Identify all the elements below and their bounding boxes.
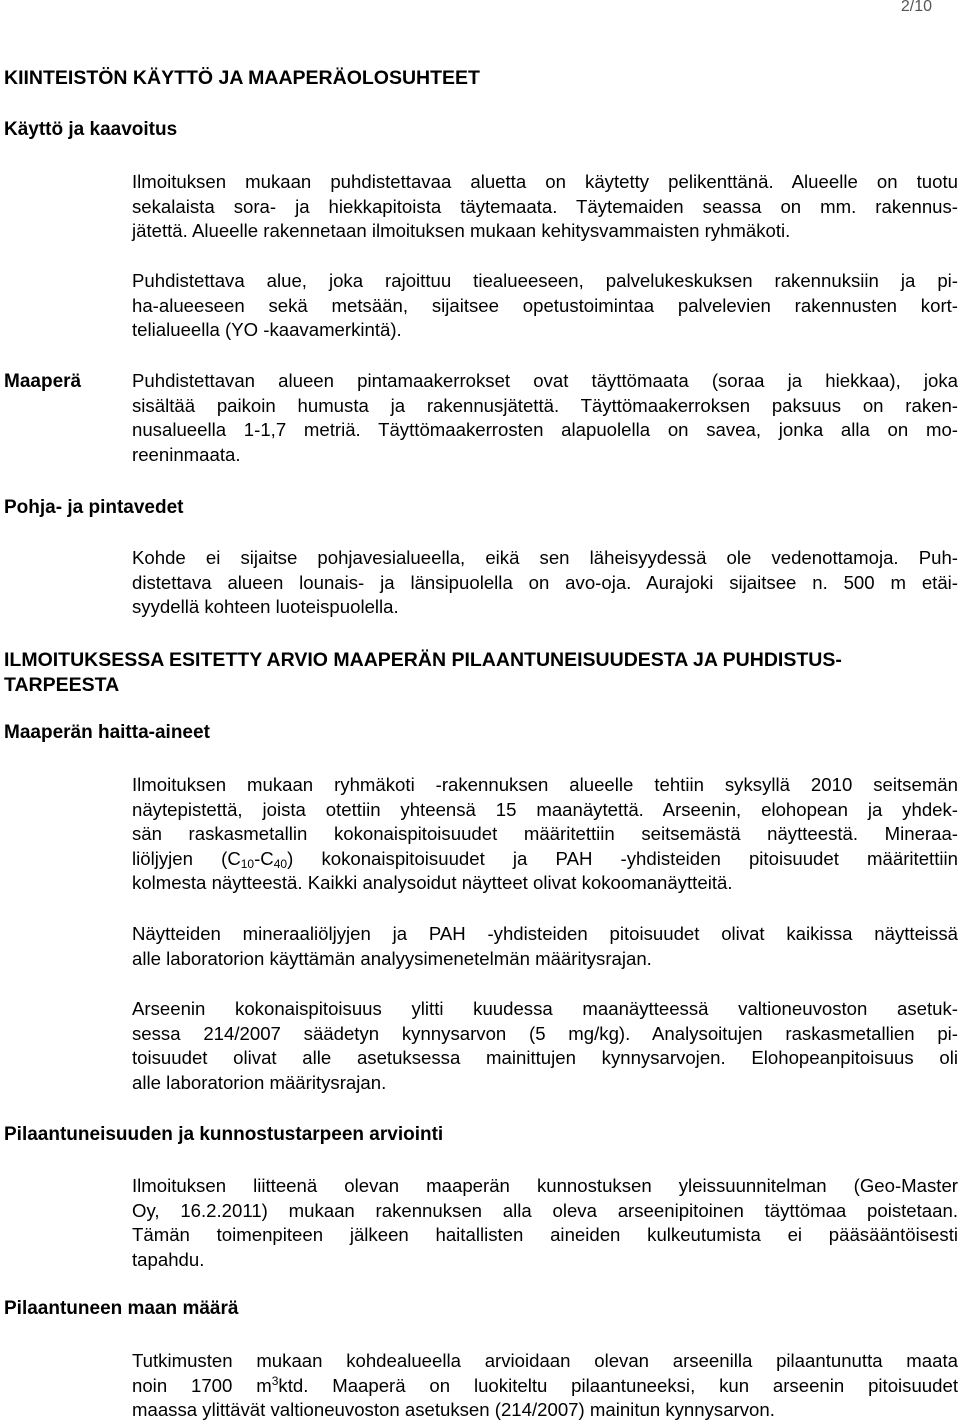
- text-line: sisältää paikoin humusta ja rakennusjätettä. Täyttömaakerroksen paksuus on raken-: [132, 394, 958, 416]
- text-line: Tutkimusten mukaan kohdealueella arvioidaan olevan arseenilla pilaantunutta maata: [132, 1350, 958, 1371]
- subsection-title-kaytto: Käyttö ja kaavoitus: [4, 119, 178, 140]
- text-line: [132, 1374, 958, 1399]
- section-title-arvio: [4, 648, 842, 698]
- text-line: sän raskasmetallin kokonaispitoisuudet määritettiin seitsemästä näytteestä. Mineraa-: [132, 823, 958, 844]
- paragraph-arsenic: [132, 997, 958, 1095]
- text-line: nusalueella 1-1,7 metriä. Täyttömaakerrosten alapuolella on savea, jonka alla on mo-: [132, 419, 958, 440]
- subsection-title-haitta-aineet: Maaperän haitta-aineet: [4, 722, 210, 743]
- paragraph-zoning: [132, 269, 958, 343]
- section-title: KIINTEISTÖN KÄYTTÖ JA MAAPERÄOLOSUHTEET: [4, 67, 480, 89]
- label-maapera: Maaperä: [4, 371, 82, 392]
- text-fragment: liöljyjen (C: [132, 847, 241, 869]
- text-line: Kohde ei sijaitse pohjavesialueella, eikä sen läheisyydessä ole vedenottamoja. Puh-: [132, 547, 958, 568]
- superscript: 3: [271, 1373, 279, 1388]
- text-line: ha-alueeseen sekä metsään, sijaitsee opetustoimintaa palvelevien rakennusten kort-: [132, 294, 958, 316]
- text-line: distettava alueen lounais- ja länsipuolella on avo-oja. Aurajoki sijaitsee n. 500 m etäi-: [132, 571, 958, 593]
- text-line: syydellä kohteen luoteispuolella.: [132, 596, 399, 617]
- text-line: reeninmaata.: [132, 443, 241, 465]
- text-line: tapahdu.: [132, 1248, 205, 1270]
- text-line: toisuudet olivat alle asetuksessa mainittujen kynnysarvojen. Elohopeanpitoisuus oli: [132, 1047, 958, 1068]
- subsection-title-arviointi: Pilaantuneisuuden ja kunnostustarpeen arviointi: [4, 1124, 444, 1145]
- label-pohja-pintavedet: Pohja- ja pintavedet: [4, 497, 184, 518]
- text-line: maassa ylittävät valtioneuvoston asetuksen (214/2007) mainitun kynnysarvon.: [132, 1399, 775, 1420]
- text-line: Ilmoituksen mukaan ryhmäkoti -rakennuksen alueelle tehtiin syksyllä 2010 seitsemän: [132, 774, 958, 795]
- text-fragment: noin 1700 m: [132, 1374, 272, 1396]
- text-line: kolmesta näytteestä. Kaikki analysoidut näytteet olivat kokoomanäytteitä.: [132, 872, 733, 893]
- section-title-line: ILMOITUKSESSA ESITETTY ARVIO MAAPERÄN PILAANTUNEISUUDESTA JA PUHDISTUS-: [4, 649, 842, 671]
- text-line: Ilmoituksen liitteenä olevan maaperän kunnostuksen yleissuunnitelman (Geo-Master: [132, 1175, 958, 1196]
- section-title-line: TARPEESTA: [4, 674, 120, 696]
- paragraph-maapera: [132, 369, 958, 467]
- subscript: 10: [240, 856, 255, 871]
- paragraph-samples: [132, 773, 958, 896]
- paragraph-quantity: [132, 1349, 958, 1423]
- text-line: Tämän toimenpiteen jälkeen haitallisten aineiden kulkeutumista ei pääsääntöisesti: [132, 1224, 958, 1245]
- text-fragment: ktd. Maaperä on luokiteltu pilaantuneeksi, kun arseenin pitoisuudet: [278, 1374, 958, 1396]
- text-fragment: ) kokonaispitoisuudet ja PAH -yhdisteiden pitoisuudet määritettiin: [287, 847, 958, 869]
- text-fragment: -C: [254, 847, 274, 869]
- text-line: alle laboratorion käyttämän analyysimenetelmän määritysrajan.: [132, 947, 652, 969]
- subsection-title-maara: Pilaantuneen maan määrä: [4, 1298, 239, 1319]
- text-line: Puhdistettavan alueen pintamaakerrokset ovat täyttömaata (soraa ja hiekkaa), joka: [132, 370, 958, 391]
- paragraph-mineral-oils: [132, 922, 958, 971]
- text-line: telialueella (YO -kaavamerkintä).: [132, 319, 402, 340]
- text-line: Puhdistettava alue, joka rajoittuu tiealueeseen, palvelukeskuksen rakennuksiin ja pi-: [132, 270, 958, 291]
- text-line: [132, 847, 958, 872]
- text-line: näytepistettä, joista otettiin yhteensä 15 maanäytettä. Arseenin, elohopean ja yhdek-: [132, 798, 958, 820]
- page-number: 2/10: [900, 0, 932, 15]
- text-line: Ilmoituksen mukaan puhdistettavaa aluetta on käytetty pelikenttänä. Alueelle on tuotu: [132, 171, 958, 192]
- text-line: alle laboratorion määritysrajan.: [132, 1071, 387, 1093]
- subscript: 40: [273, 856, 288, 871]
- text-line: sessa 214/2007 säädetyn kynnysarvon (5 mg/kg). Analysoitujen raskasmetallien pi-: [132, 1022, 958, 1044]
- text-line: jätettä. Alueelle rakennetaan ilmoituksen mukaan kehitysvammaisten ryhmäkoti.: [132, 220, 791, 241]
- text-line: Näytteiden mineraaliöljyjen ja PAH -yhdisteiden pitoisuudet olivat kaikissa näytteissä: [132, 923, 958, 944]
- text-line: Arseenin kokonaispitoisuus ylitti kuudessa maanäytteessä valtioneuvoston asetuk-: [132, 998, 958, 1019]
- paragraph-remediation: [132, 1174, 958, 1272]
- paragraph-usage: [132, 170, 958, 244]
- paragraph-pohjavedet: [132, 546, 958, 620]
- text-line: sekalaista sora- ja hiekkapitoista täytemaata. Täytemaiden seassa on mm. rakennus-: [132, 195, 958, 217]
- text-line: Oy, 16.2.2011) mukaan rakennuksen alla oleva arseenipitoinen täyttömaa poistetaan.: [132, 1199, 958, 1221]
